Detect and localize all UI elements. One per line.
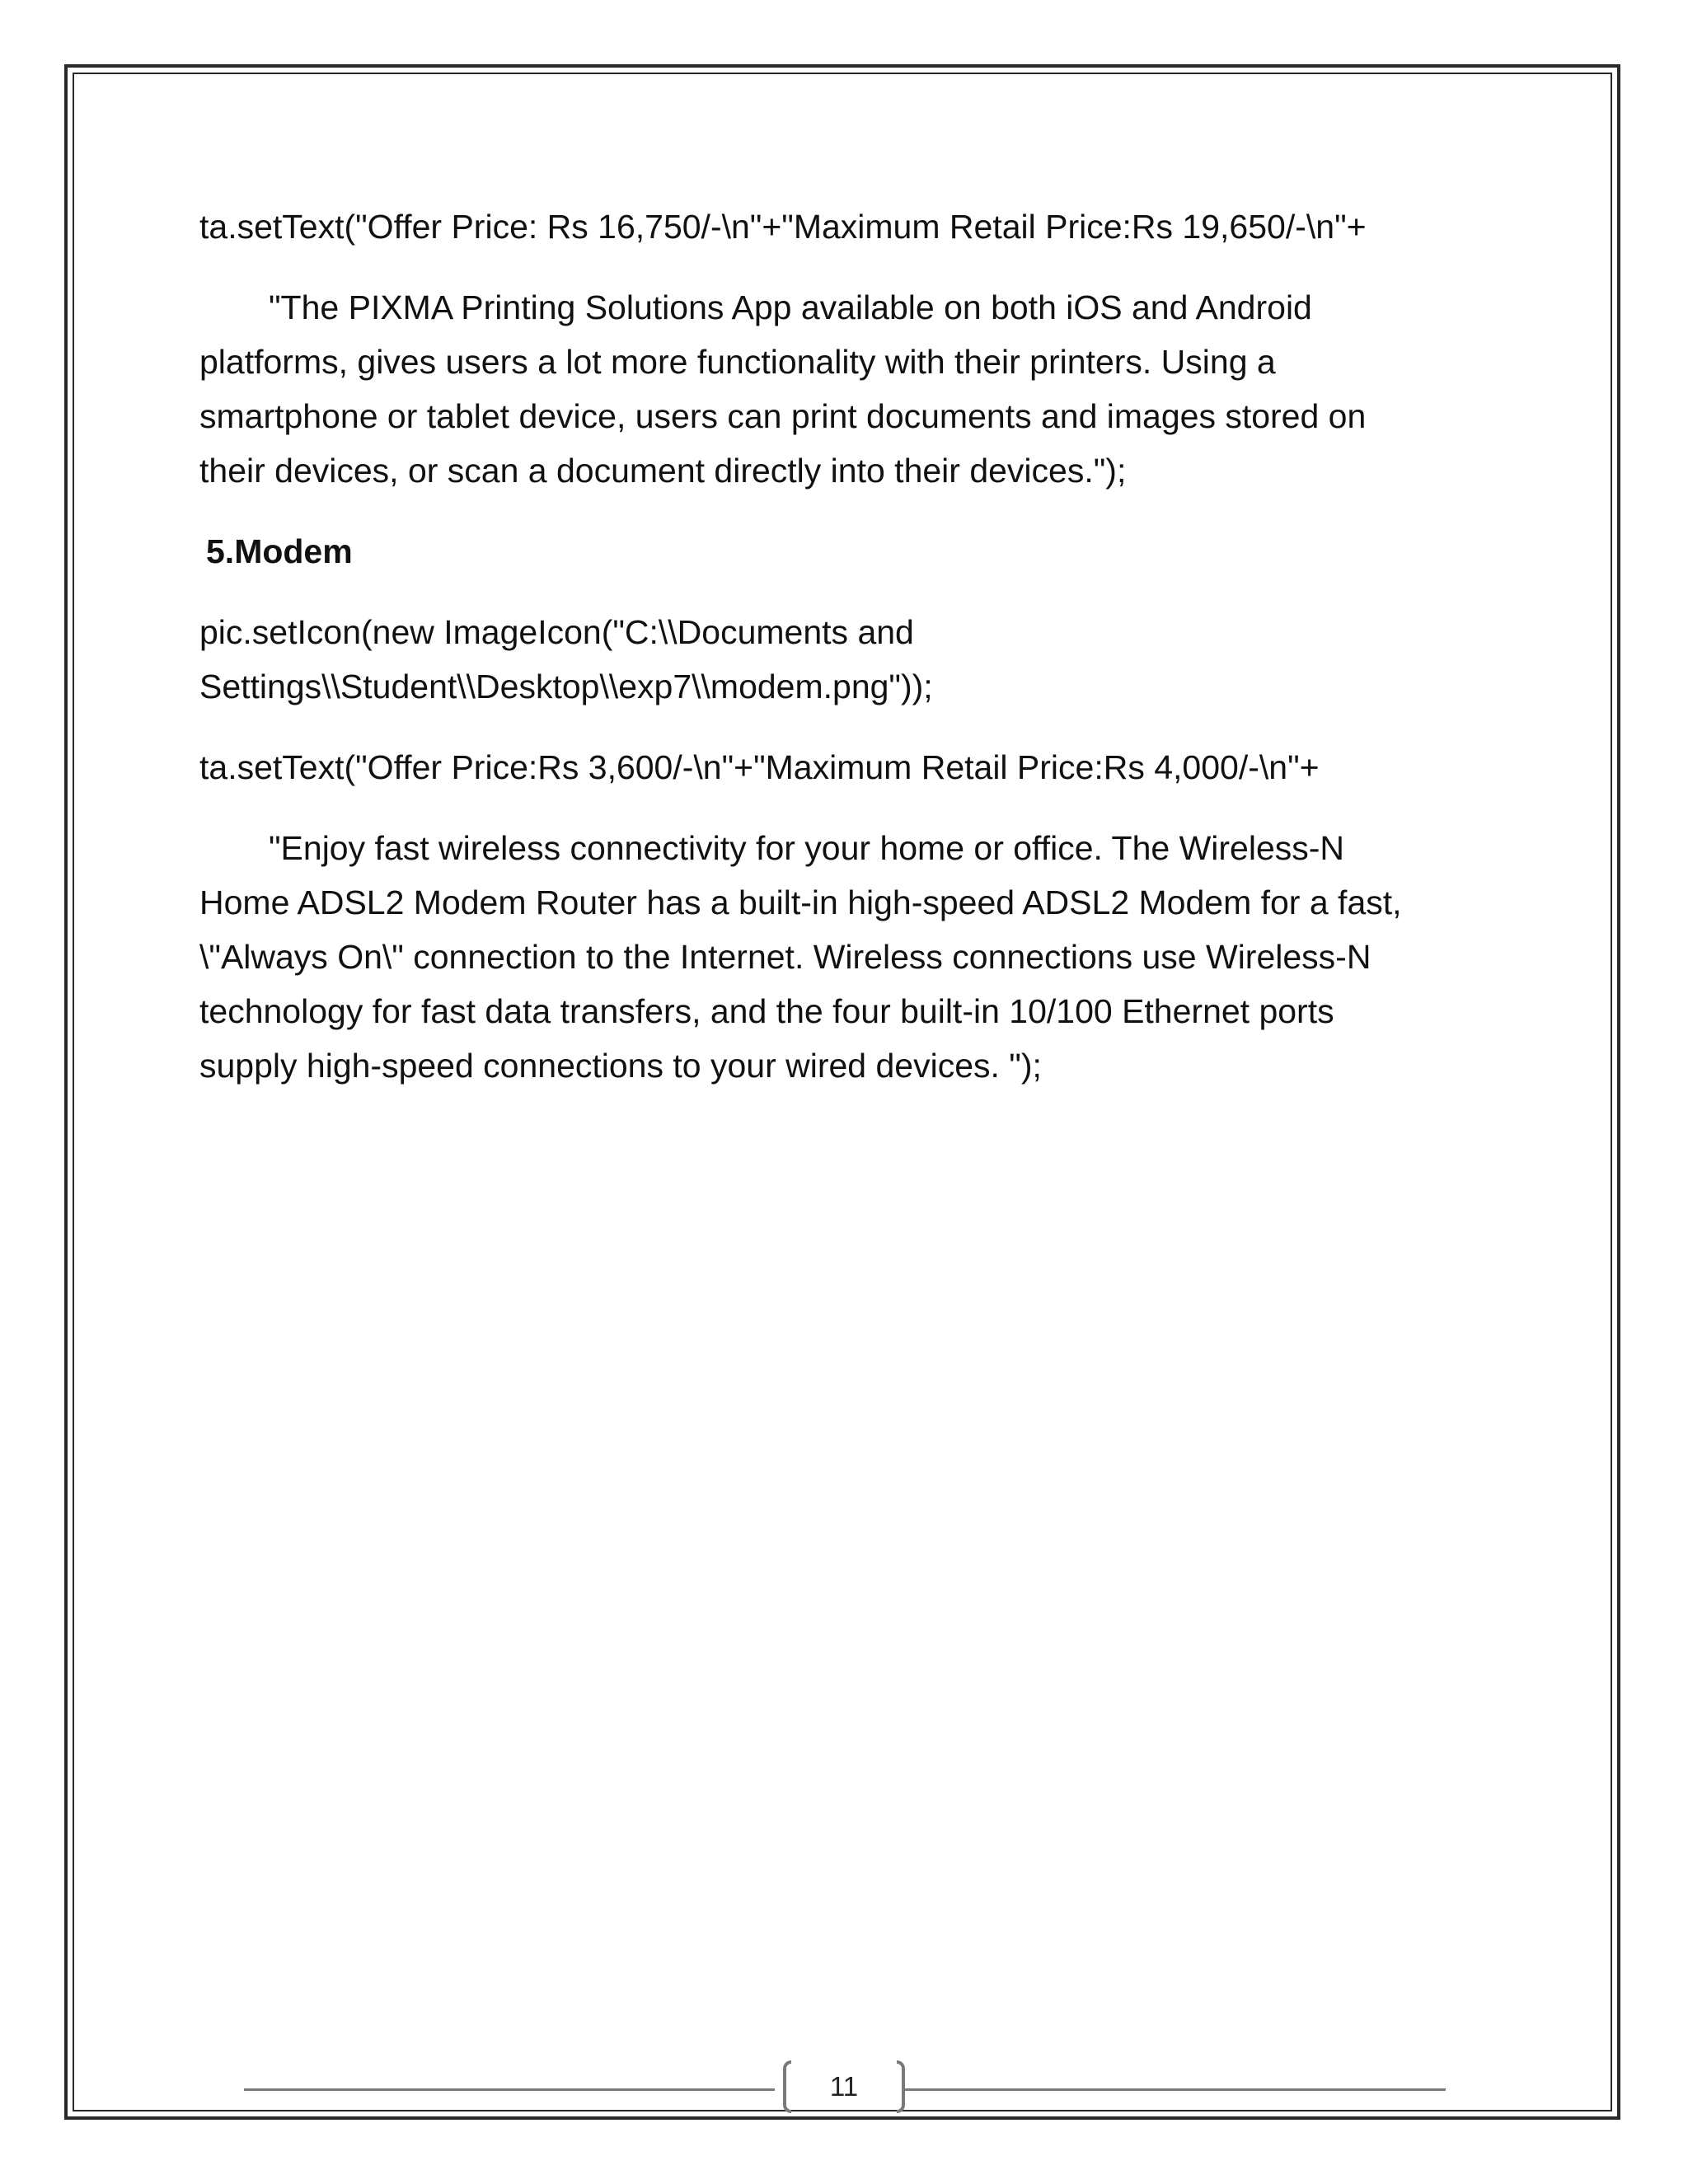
text-line: their devices, or scan a document directly into their devices.");	[199, 452, 1127, 490]
section-heading-modem: 5.Modem	[206, 532, 353, 570]
text-line: Settings\\Student\\Desktop\\exp7\\modem.png"));	[199, 668, 933, 705]
printer-description-paragraph	[199, 280, 1502, 498]
text-line: "Enjoy fast wireless connectivity for your home or office. The Wireless-N	[269, 829, 1345, 867]
text-line: Home ADSL2 Modem Router has a built-in high-speed ADSL2 Modem for a fast,	[199, 883, 1402, 921]
text-line: supply high-speed connections to your wired devices. ");	[199, 1047, 1042, 1085]
page-content	[199, 199, 1502, 1119]
modem-description-paragraph	[199, 821, 1502, 1093]
text-line: pic.setIcon(new ImageIcon("C:\\Documents and	[199, 613, 914, 651]
footer-rule-right	[905, 2088, 1446, 2091]
code-paragraph-offer-price-modem	[199, 740, 1502, 794]
footer-bracket-left	[783, 2060, 791, 2113]
text-line: ta.setText("Offer Price:Rs 3,600/-\n"+"Maximum Retail Price:Rs 4,000/-\n"+	[199, 748, 1320, 786]
page-number: 11	[829, 2071, 859, 2102]
text-line: ta.setText("Offer Price: Rs 16,750/-\n"+"Maximum Retail Price:Rs 19,650/-\n"+	[199, 208, 1367, 246]
code-paragraph-offer-price-printer	[199, 199, 1502, 254]
text-line: \"Always On\" connection to the Internet. Wireless connections use Wireless-N	[199, 938, 1372, 976]
footer-bracket-right	[897, 2060, 905, 2113]
text-line: "The PIXMA Printing Solutions App available on both iOS and Android	[269, 288, 1312, 326]
text-line: technology for fast data transfers, and the four built-in 10/100 Ethernet ports	[199, 992, 1334, 1030]
text-line: platforms, gives users a lot more functionality with their printers. Using a	[199, 343, 1276, 381]
code-paragraph-set-icon	[199, 605, 1502, 714]
footer-rule-left	[244, 2088, 775, 2091]
text-line: smartphone or tablet device, users can print documents and images stored on	[199, 397, 1367, 435]
